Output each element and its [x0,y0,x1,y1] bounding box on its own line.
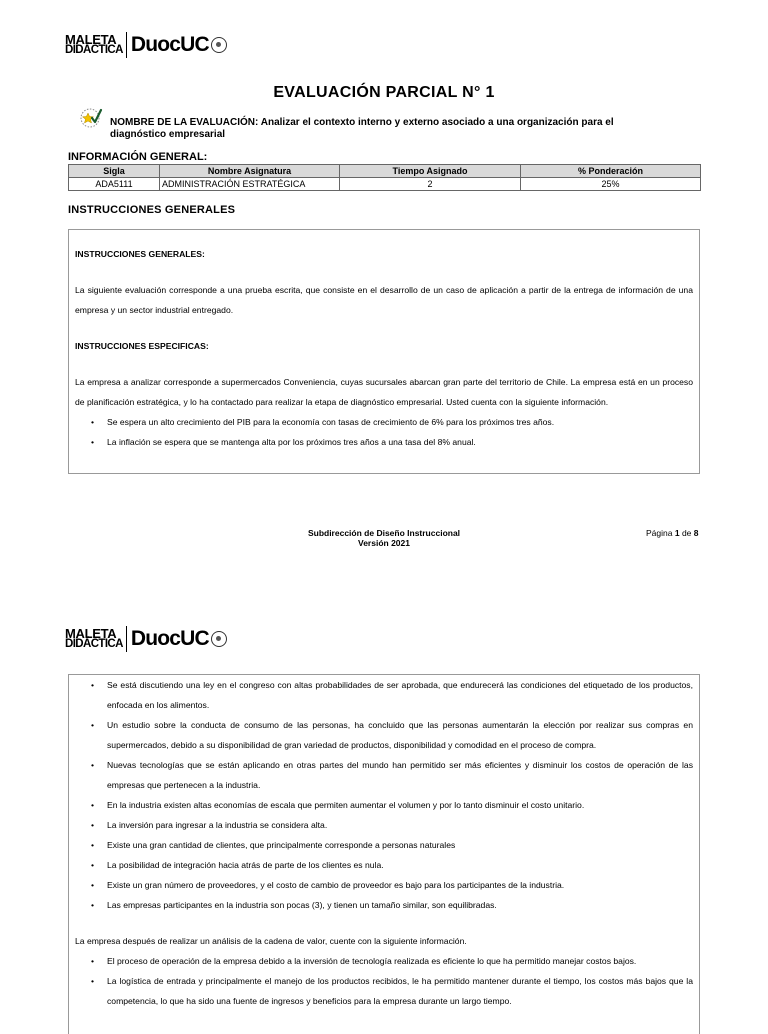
page-number [646,528,699,538]
general-instructions-text: La siguiente evaluación corresponde a una prueba escrita, que consiste en el desarrollo de un caso de aplicación a partir de la entrega de información de una empresa y un sector industrial entregado. [75,285,693,315]
list-item: • La inflación se espera que se mantenga alta por los próximos tres años a una tasa del 8% anual. [107,432,693,452]
info-table-row [69,178,701,191]
specific-instructions-text: La empresa a analizar corresponde a supermercados Conveniencia, cuyas sucursales abarcan gran parte del territorio de Chile. La empresa está en un proceso de planificación estratégica, y lo ha contactado para realizar la etapa de diagnóstico empresarial. Usted cuenta con la siguiente información. [75,377,693,407]
economic-bullets [75,412,693,452]
logo-maleta-text: MALETA [65,32,117,47]
instructions-box [68,229,700,474]
value-chain-text: La empresa después de realizar un análisis de la cadena de valor, cuente con la siguiente información. [75,936,467,946]
list-item: • La posibilidad de integración hacia atrás de parte de los clientes es nula. [107,855,693,875]
maleta-duocuc-logo [65,624,227,654]
list-item: • El proceso de operación de la empresa debido a la inversión de tecnología realizada es eficiente lo que ha permitido manejar costos bajos. [107,951,693,971]
info-cell-asignatura: ADMINISTRACIÓN ESTRATÉGICA [160,178,340,191]
info-header-asignatura: Nombre Asignatura [160,165,340,178]
list-item: • En la industria existen altas economías de escala que permiten aumentar el volumen y por lo tanto disminuir el costo unitario. [107,795,693,815]
info-header-ponderacion: % Ponderación [521,165,701,178]
spacer [75,320,693,336]
duoc-seal-icon [211,631,227,647]
logo-maleta-text: MALETA [65,626,117,641]
evaluation-name-text: Analizar el contexto interno y externo asociado a una organización para el diagnóstico empresarial [110,117,614,140]
info-cell-sigla: ADA5111 [69,178,160,191]
list-item: • Las empresas participantes en la industria son pocas (3), y tienen un tamaño similar, son equilibradas. [107,895,693,915]
logo-duoc-text: DuocUC [130,33,209,56]
logo-divider [126,32,127,58]
spacer [75,356,693,372]
list-item: • Existe un gran número de proveedores, y el costo de cambio de proveedor es bajo para los participantes de la industria. [107,875,693,895]
duoc-seal-icon [211,37,227,53]
case-info-box [68,674,700,1034]
footer-version: Versión 2021 [358,538,410,548]
list-item: • Nuevas tecnologías que se están aplicando en otras partes del mundo han permitido ser más eficientes y disminuir los costos de operación de las empresas que pertenecen a la industria. [107,755,693,795]
info-cell-tiempo: 2 [340,178,521,191]
general-instructions-heading: INSTRUCCIONES GENERALES: [75,249,205,259]
footer-department: Subdirección de Diseño Instruccional [307,528,461,538]
page-total: 8 [693,528,699,538]
specific-instructions-heading: INSTRUCCIONES ESPECIFICAS: [75,341,209,351]
page-of: de [681,528,692,538]
list-item: • Un estudio sobre la conducta de consumo de las personas, ha concluido que las personas aumentarán la elección por realizar sus compras en supermercados, debido a su disponibilidad de gran variedad de productos, disponibilidad y comodidad en el proceso de compra. [107,715,693,755]
logo-didactica-text: DIDÁCTICA [65,638,123,650]
logo-didactica-text: DIDÁCTICA [65,44,123,56]
info-cell-ponderacion: 25% [521,178,701,191]
evaluation-label: NOMBRE DE LA EVALUACIÓN: [110,117,259,128]
info-table [68,164,701,191]
spacer [75,264,693,280]
page-title: EVALUACIÓN PARCIAL N° 1 [273,84,495,101]
value-chain-bullets [75,951,693,1011]
spacer [75,915,693,931]
info-table-header-row [69,165,701,178]
maleta-duocuc-logo [65,30,227,60]
list-item: • Existe una gran cantidad de clientes, que principalmente corresponde a personas naturales [107,835,693,855]
industry-bullets [75,675,693,915]
evaluation-name [110,117,670,141]
logo-duoc-text: DuocUC [130,627,209,650]
page-2 [0,600,768,1024]
list-item: • Se espera un alto crecimiento del PIB para la economía con tasas de crecimiento de 6% para los próximos tres años. [107,412,693,432]
list-item: • La logística de entrada y principalmente el manejo de los productos recibidos, le ha permitido mantener durante el tiempo, los costos más bajos que la competencia, lo que ha sido una fuente de ingresos y beneficios para la empresa durante un largo tiempo. [107,971,693,1011]
info-general-label: INFORMACIÓN GENERAL: [68,151,208,163]
list-item: • La inversión para ingresar a la industria se considera alta. [107,815,693,835]
instructions-heading: INSTRUCCIONES GENERALES [68,204,236,216]
page-prefix: Página [646,528,673,538]
info-header-sigla: Sigla [69,165,160,178]
star-check-icon [79,105,103,129]
logo-divider [126,626,127,652]
info-header-tiempo: Tiempo Asignado [340,165,521,178]
list-item: • Se está discutiendo una ley en el congreso con altas probabilidades de ser aprobada, que endurecerá las condiciones del etiquetado de los productos, enfocada en los alimentos. [107,675,693,715]
page-current: 1 [674,528,680,538]
